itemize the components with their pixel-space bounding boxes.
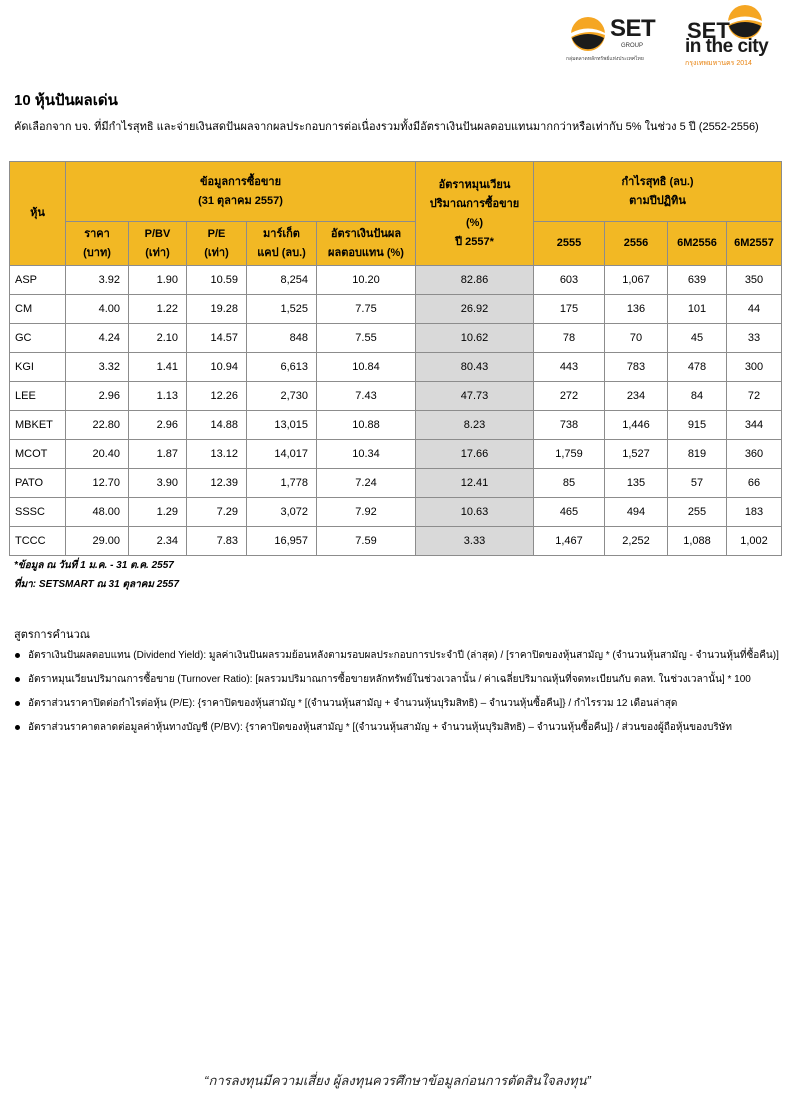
col-header-pe-line1: P/E — [207, 227, 226, 240]
col-header-profit-2555: 2555 — [534, 222, 605, 266]
formula-text: อัตราส่วนราคาปิดต่อกำไรต่อหุ้น (P/E): {ราคาปิดของหุ้นสามัญ * [(จำนวนหุ้นสามัญ + จำนวนหุ้นบุริมสิทธิ) – จำนวนหุ้นซื้อคืน]} / กำไรรวม 12 เดือนล่าสุด — [28, 698, 678, 709]
cell-profit-6m2556: 57 — [668, 469, 727, 498]
cell-dividend-yield: 7.59 — [317, 527, 416, 556]
cell-profit-2555: 272 — [534, 382, 605, 411]
cell-profit-6m2557: 1,002 — [727, 527, 782, 556]
cell-pbv: 1.22 — [129, 295, 187, 324]
cell-stock: SSSC — [10, 498, 66, 527]
cell-pe: 14.88 — [187, 411, 247, 440]
formula-text: อัตราส่วนราคาตลาดต่อมูลค่าหุ้นทางบัญชี (P/BV): {ราคาปิดของหุ้นสามัญ * [(จำนวนหุ้นสามัญ + จำนวนหุ้นบุริมสิทธิ) – จำนวนหุ้นซื้อคืน]} / ส่วนของผู้ถือหุ้นของบริษัท — [28, 722, 732, 733]
table-row — [10, 382, 782, 411]
col-group-profit-line1: กำไรสุทธิ (ลบ.) — [621, 175, 694, 188]
formulas-title: สูตรการคำนวณ — [14, 629, 90, 641]
col-header-pbv-line2: (เท่า) — [145, 246, 170, 259]
cell-turnover: 80.43 — [416, 353, 534, 382]
set-group-logo-sub: GROUP — [621, 43, 644, 49]
cell-profit-6m2557: 44 — [727, 295, 782, 324]
cell-market-cap: 848 — [247, 324, 317, 353]
cell-dividend-yield: 7.24 — [317, 469, 416, 498]
page-title: 10 หุ้นปันผลเด่น — [14, 92, 118, 109]
cell-price: 4.00 — [66, 295, 129, 324]
formula-text: อัตราเงินปันผลตอบแทน (Dividend Yield): มูลค่าเงินปันผลรวมย้อนหลังตามรอบผลประกอบการประจำปี (ล่าสุด) / [ราคาปิดของหุ้นสามัญ * (จำนวนหุ้นสามัญ - จำนวนหุ้นที่ซื้อคืน)] — [28, 650, 779, 661]
cell-profit-6m2556: 915 — [668, 411, 727, 440]
cell-profit-2556: 234 — [605, 382, 668, 411]
cell-market-cap: 8,254 — [247, 266, 317, 295]
cell-stock: TCCC — [10, 527, 66, 556]
col-header-stock: หุ้น — [10, 162, 66, 266]
cell-profit-2555: 1,759 — [534, 440, 605, 469]
cell-profit-6m2557: 360 — [727, 440, 782, 469]
cell-stock: MCOT — [10, 440, 66, 469]
col-group-turnover-line4: ปี 2557* — [455, 235, 494, 248]
cell-turnover: 10.62 — [416, 324, 534, 353]
cell-profit-2556: 70 — [605, 324, 668, 353]
formula-item — [14, 721, 784, 745]
col-header-pe — [187, 222, 247, 266]
cell-profit-2555: 175 — [534, 295, 605, 324]
col-header-profit-2556: 2556 — [605, 222, 668, 266]
col-group-profit-line2: ตามปีปฏิทิน — [629, 194, 686, 207]
formulas-list — [14, 649, 784, 745]
cell-profit-2556: 135 — [605, 469, 668, 498]
formula-text: อัตราหมุนเวียนปริมาณการซื้อขาย (Turnover Ratio): [ผลรวมปริมาณการซื้อขายหลักทรัพย์ในช่วงเวลานั้น / ค่าเฉลี่ยปริมาณหุ้นที่จดทะเบียนกับ ตลท. ในช่วงเวลานั้น] * 100 — [28, 674, 751, 685]
cell-profit-2555: 78 — [534, 324, 605, 353]
cell-dividend-yield: 7.75 — [317, 295, 416, 324]
col-header-pbv — [129, 222, 187, 266]
table-row — [10, 353, 782, 382]
cell-profit-6m2557: 33 — [727, 324, 782, 353]
bullet-icon — [15, 725, 20, 730]
cell-profit-2555: 738 — [534, 411, 605, 440]
cell-pbv: 1.90 — [129, 266, 187, 295]
cell-turnover: 47.73 — [416, 382, 534, 411]
table-row — [10, 469, 782, 498]
cell-profit-2556: 2,252 — [605, 527, 668, 556]
cell-pe: 7.29 — [187, 498, 247, 527]
cell-pbv: 1.29 — [129, 498, 187, 527]
investment-disclaimer: “การลงทุนมีความเสี่ยง ผู้ลงทุนควรศึกษาข้อมูลก่อนการตัดสินใจลงทุน” — [204, 1073, 591, 1088]
cell-dividend-yield: 10.34 — [317, 440, 416, 469]
cell-profit-2555: 465 — [534, 498, 605, 527]
set-in-the-city-logo — [683, 2, 778, 70]
formula-item — [14, 673, 784, 697]
table-row — [10, 498, 782, 527]
col-group-profit — [534, 162, 782, 222]
cell-pbv: 1.41 — [129, 353, 187, 382]
cell-market-cap: 16,957 — [247, 527, 317, 556]
cell-profit-6m2557: 72 — [727, 382, 782, 411]
cell-price: 12.70 — [66, 469, 129, 498]
cell-profit-6m2556: 819 — [668, 440, 727, 469]
table-row — [10, 295, 782, 324]
cell-stock: LEE — [10, 382, 66, 411]
cell-stock: ASP — [10, 266, 66, 295]
cell-stock: KGI — [10, 353, 66, 382]
cell-turnover: 82.86 — [416, 266, 534, 295]
col-header-mcap-line2: แคป (ลบ.) — [257, 246, 306, 259]
cell-price: 2.96 — [66, 382, 129, 411]
table-row — [10, 527, 782, 556]
cell-dividend-yield: 10.88 — [317, 411, 416, 440]
set-group-logo-word: SET — [610, 15, 656, 42]
source-note: ที่มา: SETSMART ณ 31 ตุลาคม 2557 — [14, 579, 180, 590]
cell-profit-6m2556: 45 — [668, 324, 727, 353]
cell-pbv: 1.13 — [129, 382, 187, 411]
cell-market-cap: 13,015 — [247, 411, 317, 440]
col-group-trading-line2: (31 ตุลาคม 2557) — [198, 194, 283, 207]
cell-pe: 12.26 — [187, 382, 247, 411]
cell-market-cap: 6,613 — [247, 353, 317, 382]
cell-price: 3.32 — [66, 353, 129, 382]
cell-dividend-yield: 10.84 — [317, 353, 416, 382]
cell-turnover: 17.66 — [416, 440, 534, 469]
cell-profit-6m2556: 84 — [668, 382, 727, 411]
cell-market-cap: 2,730 — [247, 382, 317, 411]
cell-pbv: 2.34 — [129, 527, 187, 556]
col-header-pbv-line1: P/BV — [144, 227, 171, 240]
cell-dividend-yield: 7.92 — [317, 498, 416, 527]
col-group-turnover-line1: อัตราหมุนเวียน — [438, 178, 511, 191]
cell-pbv: 2.10 — [129, 324, 187, 353]
cell-price: 4.24 — [66, 324, 129, 353]
formula-item — [14, 649, 784, 673]
col-header-yield — [317, 222, 416, 266]
cell-price: 20.40 — [66, 440, 129, 469]
cell-market-cap: 1,525 — [247, 295, 317, 324]
col-header-yield-line2: ผลตอบแทน (%) — [328, 246, 404, 259]
table-row — [10, 324, 782, 353]
cell-dividend-yield: 7.43 — [317, 382, 416, 411]
cell-pbv: 2.96 — [129, 411, 187, 440]
cell-profit-2555: 443 — [534, 353, 605, 382]
set-logo-mark-icon — [570, 16, 606, 52]
col-group-turnover — [416, 162, 534, 266]
col-header-price-line1: ราคา — [84, 227, 110, 240]
cell-profit-6m2556: 478 — [668, 353, 727, 382]
col-group-turnover-line2: ปริมาณการซื้อขาย — [429, 197, 520, 210]
cell-pe: 7.83 — [187, 527, 247, 556]
set-in-the-city-sub: กรุงเทพมหานคร 2014 — [685, 60, 752, 67]
cell-market-cap: 1,778 — [247, 469, 317, 498]
table-body — [10, 266, 782, 556]
cell-pbv: 3.90 — [129, 469, 187, 498]
cell-pe: 19.28 — [187, 295, 247, 324]
set-in-the-city-mark-icon — [727, 4, 763, 40]
set-in-the-city-city: in the city — [685, 36, 769, 57]
cell-profit-6m2557: 183 — [727, 498, 782, 527]
cell-profit-6m2557: 344 — [727, 411, 782, 440]
cell-profit-6m2556: 101 — [668, 295, 727, 324]
dividend-stocks-table — [9, 161, 782, 556]
cell-stock: MBKET — [10, 411, 66, 440]
cell-price: 48.00 — [66, 498, 129, 527]
cell-stock: PATO — [10, 469, 66, 498]
col-group-trading — [66, 162, 416, 222]
cell-dividend-yield: 7.55 — [317, 324, 416, 353]
cell-market-cap: 3,072 — [247, 498, 317, 527]
cell-market-cap: 14,017 — [247, 440, 317, 469]
col-header-mcap-line1: มาร์เก็ต — [263, 227, 300, 240]
col-header-pe-line2: (เท่า) — [204, 246, 229, 259]
col-header-mcap — [247, 222, 317, 266]
cell-profit-2555: 1,467 — [534, 527, 605, 556]
page-subtitle: คัดเลือกจาก บจ. ที่มีกำไรสุทธิ และจ่ายเงินสดปันผลจากผลประกอบการต่อเนื่องรวมทั้งมีอัตราเงินปันผลตอบแทนมากกว่าหรือเท่ากับ 5% ในช่วง 5 ปี (2552-2556) — [14, 121, 759, 133]
cell-stock: GC — [10, 324, 66, 353]
cell-pbv: 1.87 — [129, 440, 187, 469]
cell-turnover: 3.33 — [416, 527, 534, 556]
cell-price: 29.00 — [66, 527, 129, 556]
cell-profit-2555: 85 — [534, 469, 605, 498]
cell-profit-2556: 1,446 — [605, 411, 668, 440]
cell-profit-6m2557: 66 — [727, 469, 782, 498]
bullet-icon — [15, 677, 20, 682]
cell-turnover: 8.23 — [416, 411, 534, 440]
cell-turnover: 10.63 — [416, 498, 534, 527]
cell-pe: 12.39 — [187, 469, 247, 498]
bullet-icon — [15, 701, 20, 706]
table-row — [10, 411, 782, 440]
cell-profit-2556: 1,527 — [605, 440, 668, 469]
formula-item — [14, 697, 784, 721]
cell-turnover: 26.92 — [416, 295, 534, 324]
cell-profit-2556: 783 — [605, 353, 668, 382]
cell-profit-6m2556: 639 — [668, 266, 727, 295]
set-group-logo — [566, 12, 676, 68]
cell-pe: 13.12 — [187, 440, 247, 469]
table-row — [10, 266, 782, 295]
set-group-logo-tagline: กลุ่มตลาดหลักทรัพย์แห่งประเทศไทย — [566, 56, 644, 62]
cell-pe: 10.94 — [187, 353, 247, 382]
bullet-icon — [15, 653, 20, 658]
col-group-trading-line1: ข้อมูลการซื้อขาย — [199, 175, 282, 188]
cell-profit-6m2556: 255 — [668, 498, 727, 527]
cell-pe: 14.57 — [187, 324, 247, 353]
cell-profit-2556: 494 — [605, 498, 668, 527]
cell-profit-2555: 603 — [534, 266, 605, 295]
cell-profit-2556: 136 — [605, 295, 668, 324]
cell-turnover: 12.41 — [416, 469, 534, 498]
cell-profit-6m2557: 350 — [727, 266, 782, 295]
col-group-turnover-line3: (%) — [465, 216, 484, 229]
set-in-the-city-word: SET — [687, 18, 730, 43]
col-header-price — [66, 222, 129, 266]
col-header-profit-6m2557: 6M2557 — [727, 222, 782, 266]
cell-profit-6m2556: 1,088 — [668, 527, 727, 556]
cell-price: 3.92 — [66, 266, 129, 295]
col-header-yield-line1: อัตราเงินปันผล — [330, 227, 402, 240]
col-header-profit-6m2556: 6M2556 — [668, 222, 727, 266]
data-period-note: *ข้อมูล ณ วันที่ 1 ม.ค. - 31 ต.ค. 2557 — [14, 560, 174, 571]
table-row — [10, 440, 782, 469]
cell-stock: CM — [10, 295, 66, 324]
cell-profit-6m2557: 300 — [727, 353, 782, 382]
cell-price: 22.80 — [66, 411, 129, 440]
cell-profit-2556: 1,067 — [605, 266, 668, 295]
cell-pe: 10.59 — [187, 266, 247, 295]
col-header-price-line2: (บาท) — [83, 246, 111, 259]
cell-dividend-yield: 10.20 — [317, 266, 416, 295]
